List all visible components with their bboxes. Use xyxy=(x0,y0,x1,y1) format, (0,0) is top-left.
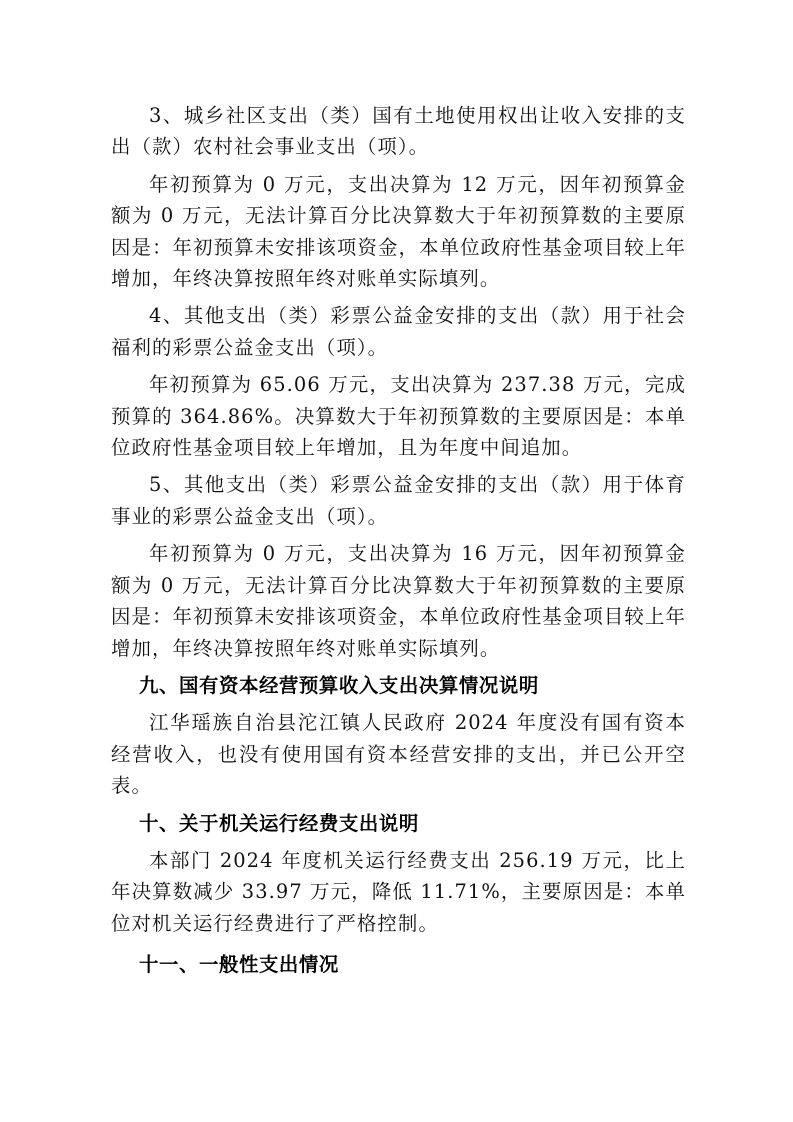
document-body xyxy=(111,100,686,981)
section-heading-10: 十、关于机关运行经费支出说明 xyxy=(139,811,419,835)
section-9-body: 江华瑶族自治县沱江镇人民政府 2024 年度没有国有资本经营收入，也没有使用国有资本经营安排的支出，并已公开空表。 xyxy=(111,711,686,798)
item3-body: 年初预算为 0 万元，支出决算为 12 万元，因年初预算金额为 0 万元，无法计算百分比决算数大于年初预算数的主要原因是：年初预算未安排该项资金，本单位政府性基金项目较上年增加，年终决算按照年终对账单实际填列。 xyxy=(111,172,686,291)
item3-title: 3、城乡社区支出（类）国有土地使用权出让收入安排的支出（款）农村社会事业支出（项）。 xyxy=(111,104,686,159)
item4-title: 4、其他支出（类）彩票公益金安排的支出（款）用于社会福利的彩票公益金支出（项）。 xyxy=(111,304,686,359)
item5-title: 5、其他支出（类）彩票公益金安排的支出（款）用于体育事业的彩票公益金支出（项）。 xyxy=(111,473,686,528)
section-heading-9: 九、国有资本经营预算收入支出决算情况说明 xyxy=(139,673,539,697)
item4-body: 年初预算为 65.06 万元，支出决算为 237.38 万元，完成预算的 364.86%。决算数大于年初预算数的主要原因是：本单位政府性基金项目较上年增加，且为年度中间追加。 xyxy=(111,373,686,460)
section-10-body: 本部门 2024 年度机关运行经费支出 256.19 万元，比上年决算数减少 33.97 万元，降低 11.71%，主要原因是：本单位对机关运行经费进行了严格控制。 xyxy=(111,848,686,935)
item5-body: 年初预算为 0 万元，支出决算为 16 万元，因年初预算金额为 0 万元，无法计算百分比决算数大于年初预算数的主要原因是：年初预算未安排该项资金，本单位政府性基金项目较上年增加，年终决算按照年终对账单实际填列。 xyxy=(111,542,686,660)
section-heading-11: 十一、一般性支出情况 xyxy=(139,953,339,977)
